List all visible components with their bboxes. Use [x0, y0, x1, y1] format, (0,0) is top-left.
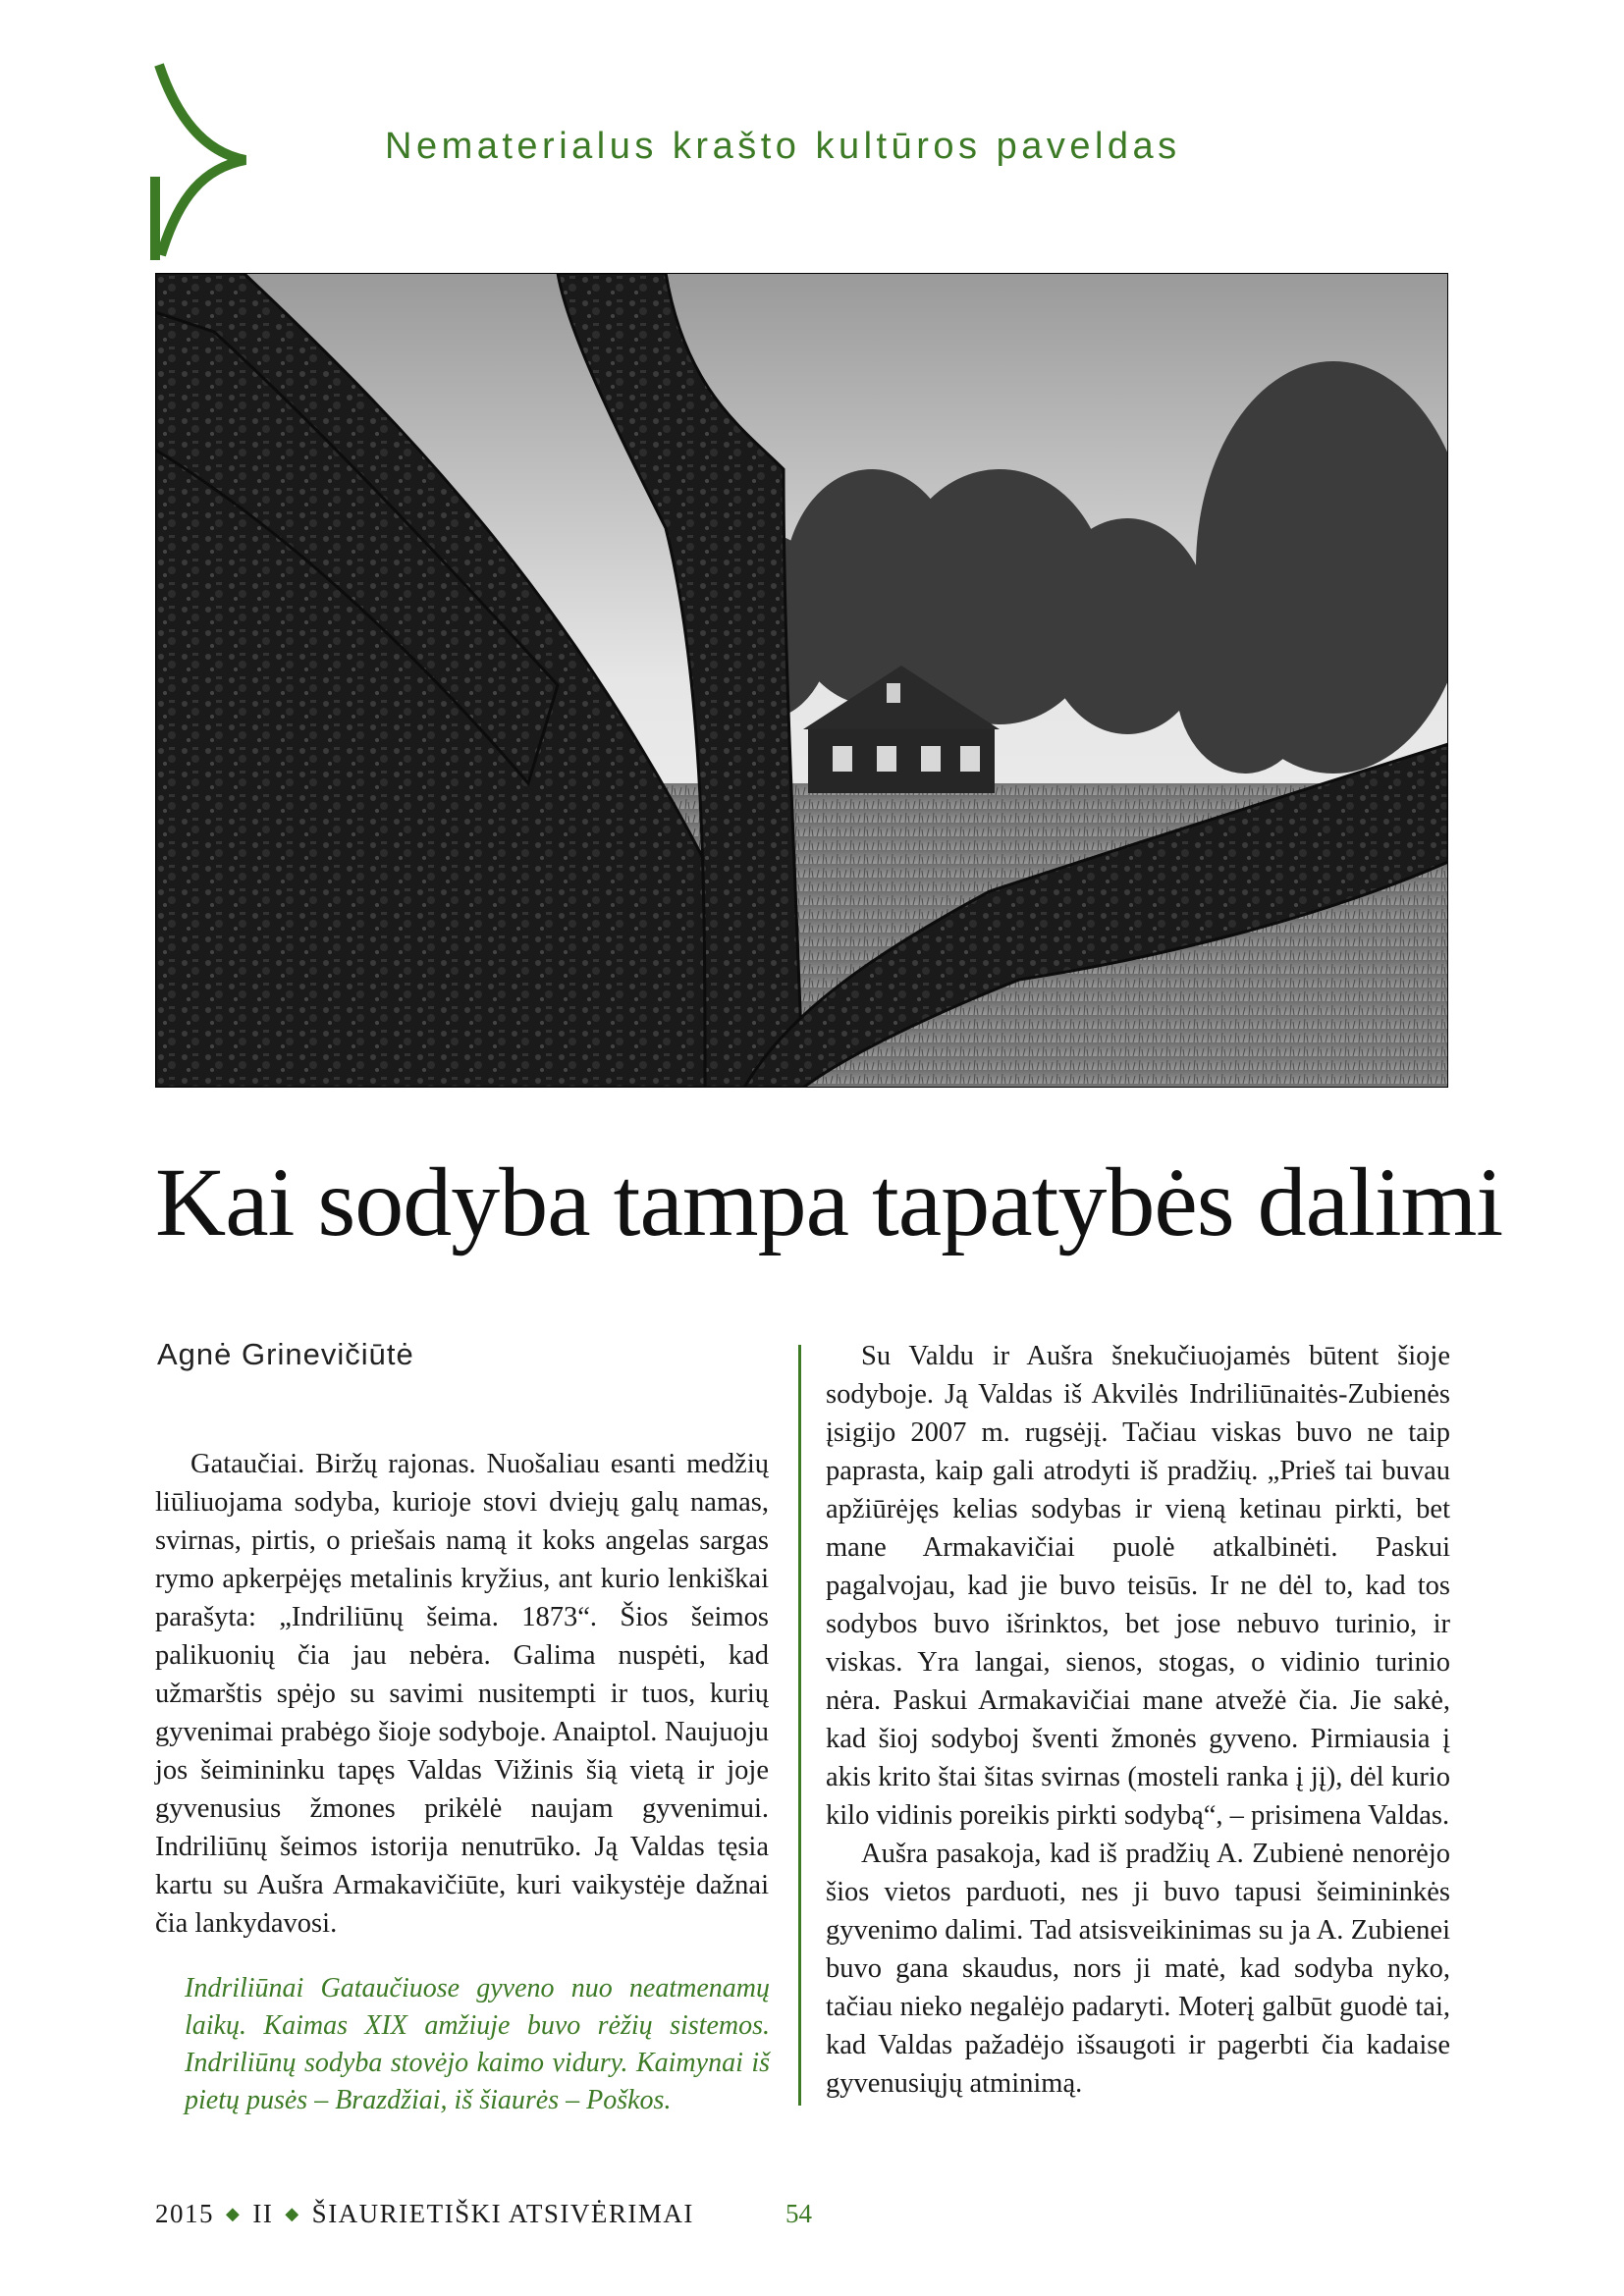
right-column: [826, 1337, 1450, 2103]
article-author: Agnė Grinevičiūtė: [157, 1337, 414, 1371]
paragraph: Aušra pasakoja, kad iš pradžių A. Zubienė nenorėjo šios vietos parduoti, nes ji buvo tapusi šeimininkės gyvenimo dalimi. Tad atsisveikinimas su ja A. Zubienei buvo gana skaudus, nors ji matė, kad sodyba nyko, tačiau nieko negalėjo padaryti. Moterį galbūt guodė tai, kad Valdas pažadėjo išsaugoti ir pagerbti čia kadaise gyvenusiųjų atminimą.: [826, 1839, 1450, 2099]
paragraph: Su Valdu ir Aušra šnekučiuojamės būtent šioje sodyboje. Ją Valdas iš Akvilės Indriliūnaitės-Zubienės įsigijo 2007 m. rugsėjį. Tačiau viskas buvo ne taip paprasta, kaip gali atrodyti iš pradžių. „Prieš tai buvau apžiūrėjęs kelias sodybas ir vieną ketinau pirkti, bet mane Armakavičiai puolė atkalbinėti. Paskui pagalvojau, kad jie buvo teisūs. Ir ne dėl to, kad tos sodybos buvo išrinktos, bet jose nebuvo turinio, ir viskas. Yra langai, sienos, stogas, o vidinio turinio nėra. Paskui Armakavičiai mane atvežė čia. Jie sakė, kad šioj sodyboj šventi žmonės gyveno. Pirmiausia į akis krito štai šitas svirnas (mosteli ranka į jį), dėl kurio kilo vidinis poreikis pirkti sodybą“, – prisimena Valdas.: [826, 1341, 1450, 1831]
tree-fork-homestead-photo: [155, 273, 1448, 1088]
footer-journal: ŠIAURIETIŠKI ATSIVĖRIMAI: [311, 2199, 694, 2228]
diamond-icon: ◆: [226, 2204, 242, 2223]
pull-quote: Indriliūnai Gataučiuose gyveno nuo neatmenamų laikų. Kaimas XIX amžiuje buvo rėžių sistemos. Indriliūnų sodyba stovėjo kaimo vidury. Kaimynai iš pietų pusės – Brazdžiai, iš šiaurės – Poškos.: [185, 1973, 770, 2115]
footer: [155, 2199, 694, 2229]
paragraph: Gataučiai. Biržų rajonas. Nuošaliau esanti medžių liūliuojama sodyba, kurioje stovi dviejų galų namas, svirnas, pirtis, o priešais namą it koks angelas sargas rymo apkerpėjęs metalinis kryžius, ant kurio lenkiškai parašyta: „Indriliūnų šeima. 1873“. Šios šeimos palikuonių čia jau nebėra. Galima nuspėti, kad užmarštis spėjo su savimi nusitempti ir tuos, kurių gyvenimai prabėgo šioje sodyboje. Anaiptol. Naujuoju jos šeimininku tapęs Valdas Vižinis šią vietą ir joje gyvenusius žmones prikėlė naujam gyvenimui. Indriliūnų šeimos istorija nenutrūko. Ją Valdas tęsia kartu su Aušra Armakavičiūte, kuri vaikystėje dažnai čia lankydavosi.: [155, 1449, 769, 1939]
green-bracket-icon: [147, 59, 255, 265]
article-photo: [155, 273, 1448, 1088]
column-divider: [798, 1345, 801, 2106]
section-title: Nematerialus krašto kultūros paveldas: [385, 126, 1181, 167]
footer-year: 2015: [155, 2199, 214, 2228]
diamond-icon: ◆: [285, 2204, 300, 2223]
page-number: 54: [785, 2199, 812, 2228]
article-title: Kai sodyba tampa tapatybės dalimi: [155, 1148, 1503, 1256]
footer-issue: II: [252, 2199, 274, 2228]
left-column: [155, 1445, 769, 1943]
